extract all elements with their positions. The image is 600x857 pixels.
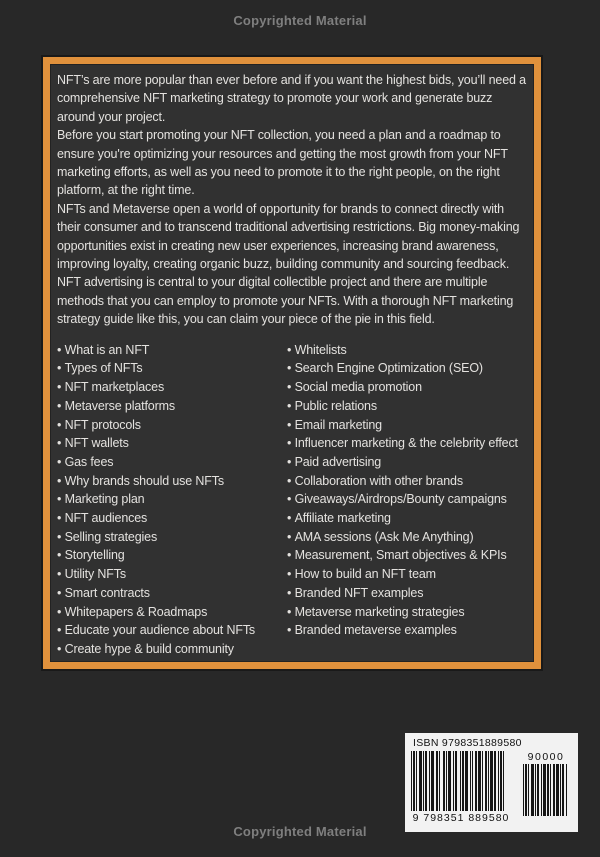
barcode-bar <box>472 751 473 811</box>
topic-item: • NFT audiences <box>57 509 287 528</box>
topic-item: • Selling strategies <box>57 528 287 547</box>
barcode-bar <box>531 764 534 816</box>
topic-item: • Whitelists <box>287 341 527 360</box>
synopsis-paragraph: Before you start promoting your NFT collection, you need a plan and a roadmap to ensure you're optimizing your resources and getting the most growth from your NFT marketing efforts, as well as you need to promote it to the right people, on the right platform, at the right time. <box>57 128 508 198</box>
topic-item: • Metaverse platforms <box>57 397 287 416</box>
topic-item: • Utility NFTs <box>57 565 287 584</box>
synopsis-paragraph: NFT advertising is central to your digital collectible project and there are multiple methods that you can employ to promote your NFTs. With a thorough NFT marketing strategy guide like this, you can claim your piece of the pie in this field. <box>57 275 514 327</box>
topic-item: • Why brands should use NFTs <box>57 472 287 491</box>
topic-item: • Branded metaverse examples <box>287 621 527 640</box>
synopsis-paragraph: NFTs and Metaverse open a world of opportunity for brands to connect directly with their consumer and to transcend traditional advertising restrictions. Big money-making opportunities exist in creating new user experiences, increasing brand awareness, improving loyalty, creating organic buzz, building community and sourcing feedback. <box>57 201 520 272</box>
topic-item: • AMA sessions (Ask Me Anything) <box>287 528 527 547</box>
synopsis-paragraph: NFT’s are more popular than ever before and if you want the highest bids, you’ll need a comprehensive NFT marketing strategy to promote your work and generate buzz around your project. <box>57 73 526 124</box>
copyright-material-label-top: Copyrighted Material <box>233 13 367 28</box>
isbn-barcode-block <box>405 733 578 832</box>
topic-item: • Measurement, Smart objectives & KPIs <box>287 546 527 565</box>
topic-item: • Social media promotion <box>287 378 527 397</box>
barcode-bar <box>413 751 415 811</box>
barcode-bar <box>455 751 457 811</box>
topic-item: • NFT marketplaces <box>57 378 287 397</box>
barcode-bar <box>436 751 438 811</box>
barcode-bar <box>503 751 504 811</box>
barcode-bar <box>535 764 536 816</box>
main-barcode-digits: 9 798351 889580 <box>412 812 510 824</box>
barcode-bar <box>528 764 529 816</box>
barcode-bar <box>460 751 461 811</box>
topic-item: • Types of NFTs <box>57 359 287 378</box>
isbn-number-label: ISBN 9798351889580 <box>413 737 522 749</box>
barcode-bar <box>429 751 430 811</box>
topic-item: • Metaverse marketing strategies <box>287 603 527 622</box>
barcode-bar <box>419 751 422 811</box>
barcode-bar <box>482 751 483 811</box>
barcode-bar <box>453 751 454 811</box>
barcode-bar <box>446 751 447 811</box>
topic-item: • Paid advertising <box>287 453 527 472</box>
barcode-bar <box>525 764 527 816</box>
topics-list-left <box>57 341 287 659</box>
topic-item: • Educate your audience about NFTs <box>57 621 287 640</box>
topics-columns <box>57 341 527 659</box>
topic-item: • Influencer marketing & the celebrity effect <box>287 434 527 453</box>
topic-item: • Email marketing <box>287 416 527 435</box>
barcode-bar <box>462 751 464 811</box>
topic-item: • Giveaways/Airdrops/Bounty campaigns <box>287 490 527 509</box>
addon-barcode <box>523 751 569 824</box>
barcode-bar <box>523 764 524 816</box>
topic-item: • NFT wallets <box>57 434 287 453</box>
barcode-bar <box>448 751 451 811</box>
back-cover-orange-frame <box>43 57 541 669</box>
barcode-bar <box>550 764 551 816</box>
barcode-bar <box>537 764 539 816</box>
topic-item: • Public relations <box>287 397 527 416</box>
topic-item: • NFT protocols <box>57 416 287 435</box>
barcode-bar <box>541 764 542 816</box>
barcode-bar <box>425 751 427 811</box>
copyright-material-label-bottom: Copyrighted Material <box>233 824 367 839</box>
barcode-bar <box>423 751 424 811</box>
barcode-bar <box>475 751 477 811</box>
topic-item: • Create hype & build community <box>57 640 287 659</box>
barcode-bar <box>431 751 434 811</box>
topic-item: • Search Engine Optimization (SEO) <box>287 359 527 378</box>
barcode-bar <box>485 751 487 811</box>
barcode-bar <box>560 764 561 816</box>
main-barcode <box>411 751 511 824</box>
topic-item: • Storytelling <box>57 546 287 565</box>
barcode-bar <box>478 751 481 811</box>
barcode-bar <box>553 764 555 816</box>
barcode-bar <box>566 764 567 816</box>
barcode-bar <box>488 751 489 811</box>
topic-item: • Affiliate marketing <box>287 509 527 528</box>
topic-item: • Collaboration with other brands <box>287 472 527 491</box>
barcode-bar <box>500 751 502 811</box>
synopsis-text-block <box>57 71 527 329</box>
barcode-bar <box>543 764 546 816</box>
topics-list-right <box>287 341 527 659</box>
barcode-bar <box>562 764 564 816</box>
barcode-bars-row <box>411 751 572 824</box>
main-barcode-bars <box>411 751 507 811</box>
topic-item: • Marketing plan <box>57 490 287 509</box>
barcode-bar <box>443 751 445 811</box>
barcode-bar <box>490 751 493 811</box>
topic-item: • How to build an NFT team <box>287 565 527 584</box>
barcode-bar <box>547 764 549 816</box>
addon-barcode-label: 90000 <box>527 751 565 763</box>
barcode-bar <box>465 751 468 811</box>
topic-item: • Gas fees <box>57 453 287 472</box>
barcode-bar <box>411 751 412 811</box>
addon-barcode-bars <box>523 764 568 816</box>
barcode-bar <box>470 751 471 811</box>
topic-item: • What is an NFT <box>57 341 287 360</box>
topic-item: • Whitepapers & Roadmaps <box>57 603 287 622</box>
barcode-bar <box>439 751 440 811</box>
topic-item: • Smart contracts <box>57 584 287 603</box>
topic-item: • Branded NFT examples <box>287 584 527 603</box>
barcode-bar <box>416 751 417 811</box>
barcode-bar <box>556 764 559 816</box>
barcode-bar <box>498 751 499 811</box>
barcode-bar <box>494 751 496 811</box>
